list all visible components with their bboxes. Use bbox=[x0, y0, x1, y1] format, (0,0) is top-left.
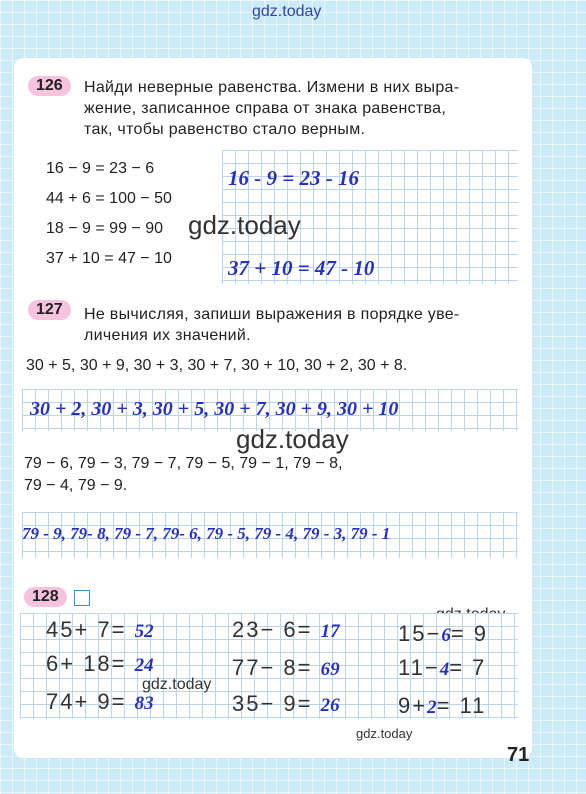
task-128-answer: 83 bbox=[134, 693, 154, 714]
task-128-answer: 24 bbox=[134, 655, 154, 676]
task-128-number: 128 bbox=[24, 587, 67, 607]
task-127-number: 127 bbox=[28, 300, 71, 320]
task-127-answer-2: 79 - 9, 79- 8, 79 - 7, 79- 6, 79 - 5, 79 - 4, 79 - 3, 79 - 1 bbox=[22, 524, 391, 543]
watermark-1: gdz.today bbox=[188, 210, 301, 240]
task-128-pre: 9+ bbox=[398, 693, 428, 718]
task-126-answer-2: 37 + 10 = 47 - 10 bbox=[228, 256, 375, 280]
task-128-row-2-col-1 bbox=[46, 651, 154, 677]
task-128-answer: 2 bbox=[427, 697, 437, 718]
task-126-equation-2: 44 + 6 = 100 − 50 bbox=[46, 190, 172, 207]
task-127-expressions-1: 30 + 5, 30 + 9, 30 + 3, 30 + 7, 30 + 10, 30 + 2, 30 + 8. bbox=[26, 357, 408, 374]
task-128-post: = 9 bbox=[450, 621, 489, 646]
task-128-answer: 17 bbox=[320, 621, 340, 642]
task-128-expr: 23− 6= bbox=[232, 617, 313, 642]
task-128-checkbox[interactable] bbox=[74, 590, 90, 606]
task-128-expr: 6+ 18= bbox=[46, 651, 127, 676]
task-128-answer: 52 bbox=[134, 621, 154, 642]
task-128-expr: 77− 8= bbox=[232, 655, 313, 680]
task-128-row-2-col-3 bbox=[398, 655, 486, 681]
watermark-4: gdz.today bbox=[142, 676, 212, 693]
page-number: 71 bbox=[507, 744, 530, 766]
task-128-row-1-col-3 bbox=[398, 621, 488, 647]
task-128-answer: 26 bbox=[320, 695, 340, 716]
task-126-line-1: Найди неверные равенства. Измени в них выра- bbox=[84, 79, 460, 96]
task-128-expr: 35− 9= bbox=[232, 691, 313, 716]
task-128-answer: 69 bbox=[320, 659, 340, 680]
task-128-row-3-col-3 bbox=[398, 693, 486, 719]
task-128-expr: 74+ 9= bbox=[46, 689, 127, 714]
task-128-expr: 45+ 7= bbox=[46, 617, 127, 642]
task-127-text bbox=[84, 304, 524, 346]
watermark-5: gdz.today bbox=[356, 726, 413, 741]
task-126-equation-1: 16 − 9 = 23 − 6 bbox=[46, 160, 155, 177]
task-127-answer-1: 30 + 2, 30 + 3, 30 + 5, 30 + 7, 30 + 9, 30 + 10 bbox=[30, 398, 399, 420]
task-126-line-3: так, чтобы равенство стало верным. bbox=[84, 121, 366, 138]
task-126-equation-3: 18 − 9 = 99 − 90 bbox=[46, 220, 163, 237]
task-128-row-1-col-2 bbox=[232, 617, 340, 643]
task-128-post: = 11 bbox=[436, 693, 487, 718]
task-128-row-3-col-2 bbox=[232, 691, 340, 717]
task-127-expressions-2b: 79 − 4, 79 − 9. bbox=[24, 477, 128, 494]
task-126-answer-1: 16 - 9 = 23 - 16 bbox=[228, 166, 359, 190]
task-128-post: = 7 bbox=[449, 655, 487, 680]
task-128-pre: 11− bbox=[398, 655, 440, 680]
task-126-number: 126 bbox=[28, 76, 71, 96]
task-127-line-1: Не вычисляя, запиши выражения в порядке уве- bbox=[84, 306, 460, 323]
task-128-answer: 6 bbox=[441, 625, 451, 646]
task-126-line-2: жение, записанное справа от знака равенства, bbox=[84, 100, 447, 117]
task-126-text bbox=[84, 77, 524, 140]
task-127-line-2: личения их значений. bbox=[84, 327, 251, 344]
task-127-expressions-2a: 79 − 6, 79 − 3, 79 − 7, 79 − 5, 79 − 1, 79 − 8, bbox=[24, 455, 343, 472]
task-128-answer: 4 bbox=[439, 659, 450, 680]
watermark-2: gdz.today bbox=[236, 424, 349, 454]
task-128-row-2-col-2 bbox=[232, 655, 340, 681]
task-128-row-1-col-1 bbox=[46, 617, 154, 643]
watermark-top: gdz.today bbox=[252, 3, 322, 20]
task-128-pre: 15− bbox=[398, 621, 442, 646]
task-128-row-3-col-1 bbox=[46, 689, 154, 715]
task-126-equation-4: 37 + 10 = 47 − 10 bbox=[46, 250, 172, 267]
